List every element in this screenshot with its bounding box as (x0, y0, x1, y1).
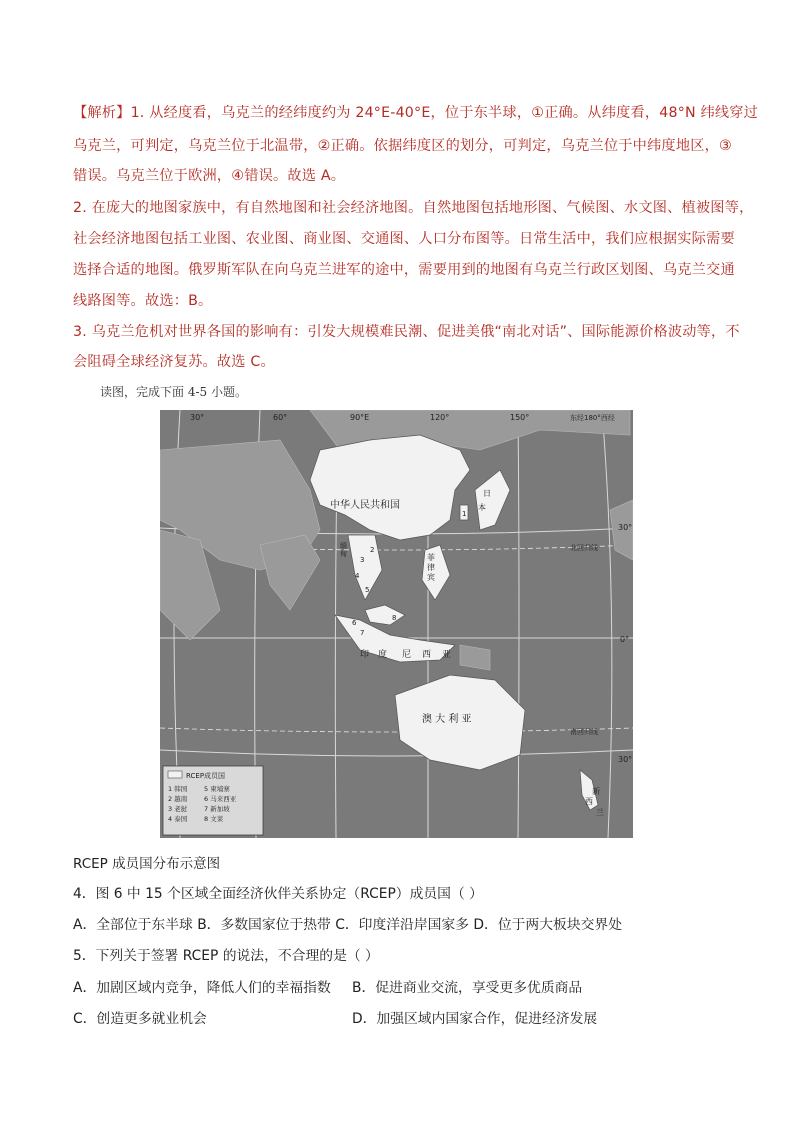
member-number: 5 (365, 586, 370, 594)
question-5-option-b: B．促进商业交流，享受更多优质商品 (352, 980, 583, 996)
label-philippines: 宾 (427, 573, 435, 582)
label-myanmar: 缅 (340, 542, 347, 550)
lon-label: 60° (273, 413, 288, 422)
label-indonesia: 亚 (442, 650, 452, 660)
member-number: 6 (352, 619, 357, 627)
member-number: 1 (462, 510, 467, 518)
label-china: 中华人民共和国 (330, 500, 400, 511)
label-japan: 本 (478, 503, 486, 512)
lat-label: 0° (620, 635, 630, 644)
explanation-line-4: 2. 在庞大的地图家族中，有自然地图和社会经济地图。自然地图包括地形图、气候图、水文图、植被图等， (73, 200, 754, 216)
rcep-map (160, 410, 633, 838)
explanation-text: 正确。依据纬度区的划分，可判定，乌克兰位于中纬度地区， (330, 138, 719, 154)
legend-item: 7 新加坡 (204, 805, 230, 813)
label-indonesia: 度 (378, 650, 388, 660)
explanation-line-3 (73, 165, 345, 185)
explanation-line-8: 3. 乌克兰危机对世界各国的影响有：引发大规模难民潮、促进美俄“南北对话”、国际能源价格波动等，不 (73, 324, 740, 340)
explanation-line-9: 会阻碍全球经济复苏。故选 C。 (73, 354, 275, 370)
question-5-option-a: A．加剧区域内竞争，降低人们的幸福指数 (73, 980, 331, 996)
lon-label: 150° (510, 413, 530, 422)
explanation-text: 错误。乌克兰位于欧洲， (73, 168, 232, 184)
legend-title: RCEP成员国 (186, 772, 226, 780)
member-number: 2 (370, 546, 375, 554)
legend-item: 1 韩国 (168, 785, 188, 793)
label-japan: 日 (483, 489, 491, 498)
question-instruction: 读图，完成下面 4-5 小题。 (100, 385, 247, 399)
circled-mark-2: ② (317, 138, 331, 154)
map-caption: RCEP 成员国分布示意图 (73, 856, 221, 872)
legend-item: 5 柬埔寨 (204, 785, 230, 793)
legend-item: 8 文莱 (204, 815, 224, 823)
label-indonesia: 西 (422, 650, 432, 660)
label-nz: 新 (592, 787, 600, 796)
legend-item: 6 马来西亚 (204, 795, 237, 803)
tropic-north-label: 北回归线 (570, 544, 598, 552)
explanation-line-1 (73, 102, 758, 122)
explanation-text: 错误。故选 A。 (244, 168, 346, 184)
label-nz: 西 (585, 797, 593, 806)
legend-item: 3 老挝 (168, 805, 188, 813)
circled-mark-1: ① (531, 105, 545, 121)
legend-item: 4 泰国 (168, 815, 188, 823)
legend-item: 2 越南 (168, 795, 188, 803)
label-philippines: 律 (427, 563, 435, 572)
member-number: 4 (355, 572, 360, 580)
label-myanmar: 甸 (340, 550, 347, 558)
explanation-text: . 从经度看，乌克兰的经纬度约为 24°E-40°E，位于东半球， (139, 105, 532, 121)
label-indonesia: 印 (360, 650, 370, 660)
legend-swatch (168, 771, 182, 778)
member-number: 8 (392, 614, 397, 622)
question-5: 5．下列关于签署 RCEP 的说法，不合理的是（ ） (73, 948, 379, 964)
member-number: 3 (360, 556, 365, 564)
label-nz: 兰 (596, 808, 604, 817)
question-4: 4．图 6 中 15 个区域全面经济伙伴关系协定（RCEP）成员国（ ） (73, 886, 483, 902)
question-5-option-c: C．创造更多就业机会 (73, 1011, 207, 1027)
explanation-text: 乌克兰，可判定，乌克兰位于北温带， (73, 138, 318, 154)
question-4-options: A．全部位于东半球 B．多数国家位于热带 C．印度洋沿岸国家多 D．位于两大板块交界处 (73, 917, 623, 933)
circled-mark-4: ④ (231, 168, 245, 184)
question-5-option-d: D．加强区域内国家合作，促进经济发展 (352, 1011, 598, 1027)
lon-label: 30° (190, 413, 205, 422)
explanation-line-6: 选择合适的地图。俄罗斯军队在向乌克兰进军的途中，需要用到的地图有乌克兰行政区划图、乌克兰交通 (73, 262, 735, 278)
explanation-line-5: 社会经济地图包括工业图、农业图、商业图、交通图、人口分布图等。日常生活中，我们应根据实际需要 (73, 231, 735, 247)
explanation-tag: 【解析】 (73, 105, 131, 121)
lon-label: 90°E (350, 413, 370, 422)
explanation-number: 1 (130, 105, 140, 121)
map-legend (163, 766, 263, 835)
explanation-line-7: 线路图等。故选：B。 (73, 293, 213, 309)
lat-label: 30° (618, 523, 633, 532)
lat-label: 30° (618, 755, 633, 764)
lon-label: 120° (430, 413, 450, 422)
circled-mark-3: ③ (718, 138, 732, 154)
lon-label: 东经180°西经 (570, 414, 615, 422)
explanation-text: 正确。从纬度看，48°N 纬线穿过 (544, 105, 759, 121)
tropic-south-label: 南回归线 (570, 728, 598, 736)
member-number: 7 (360, 629, 365, 637)
label-indonesia: 尼 (402, 650, 412, 660)
label-australia: 澳 大 利 亚 (422, 714, 472, 725)
label-philippines: 菲 (427, 553, 435, 562)
explanation-line-2 (73, 135, 732, 155)
